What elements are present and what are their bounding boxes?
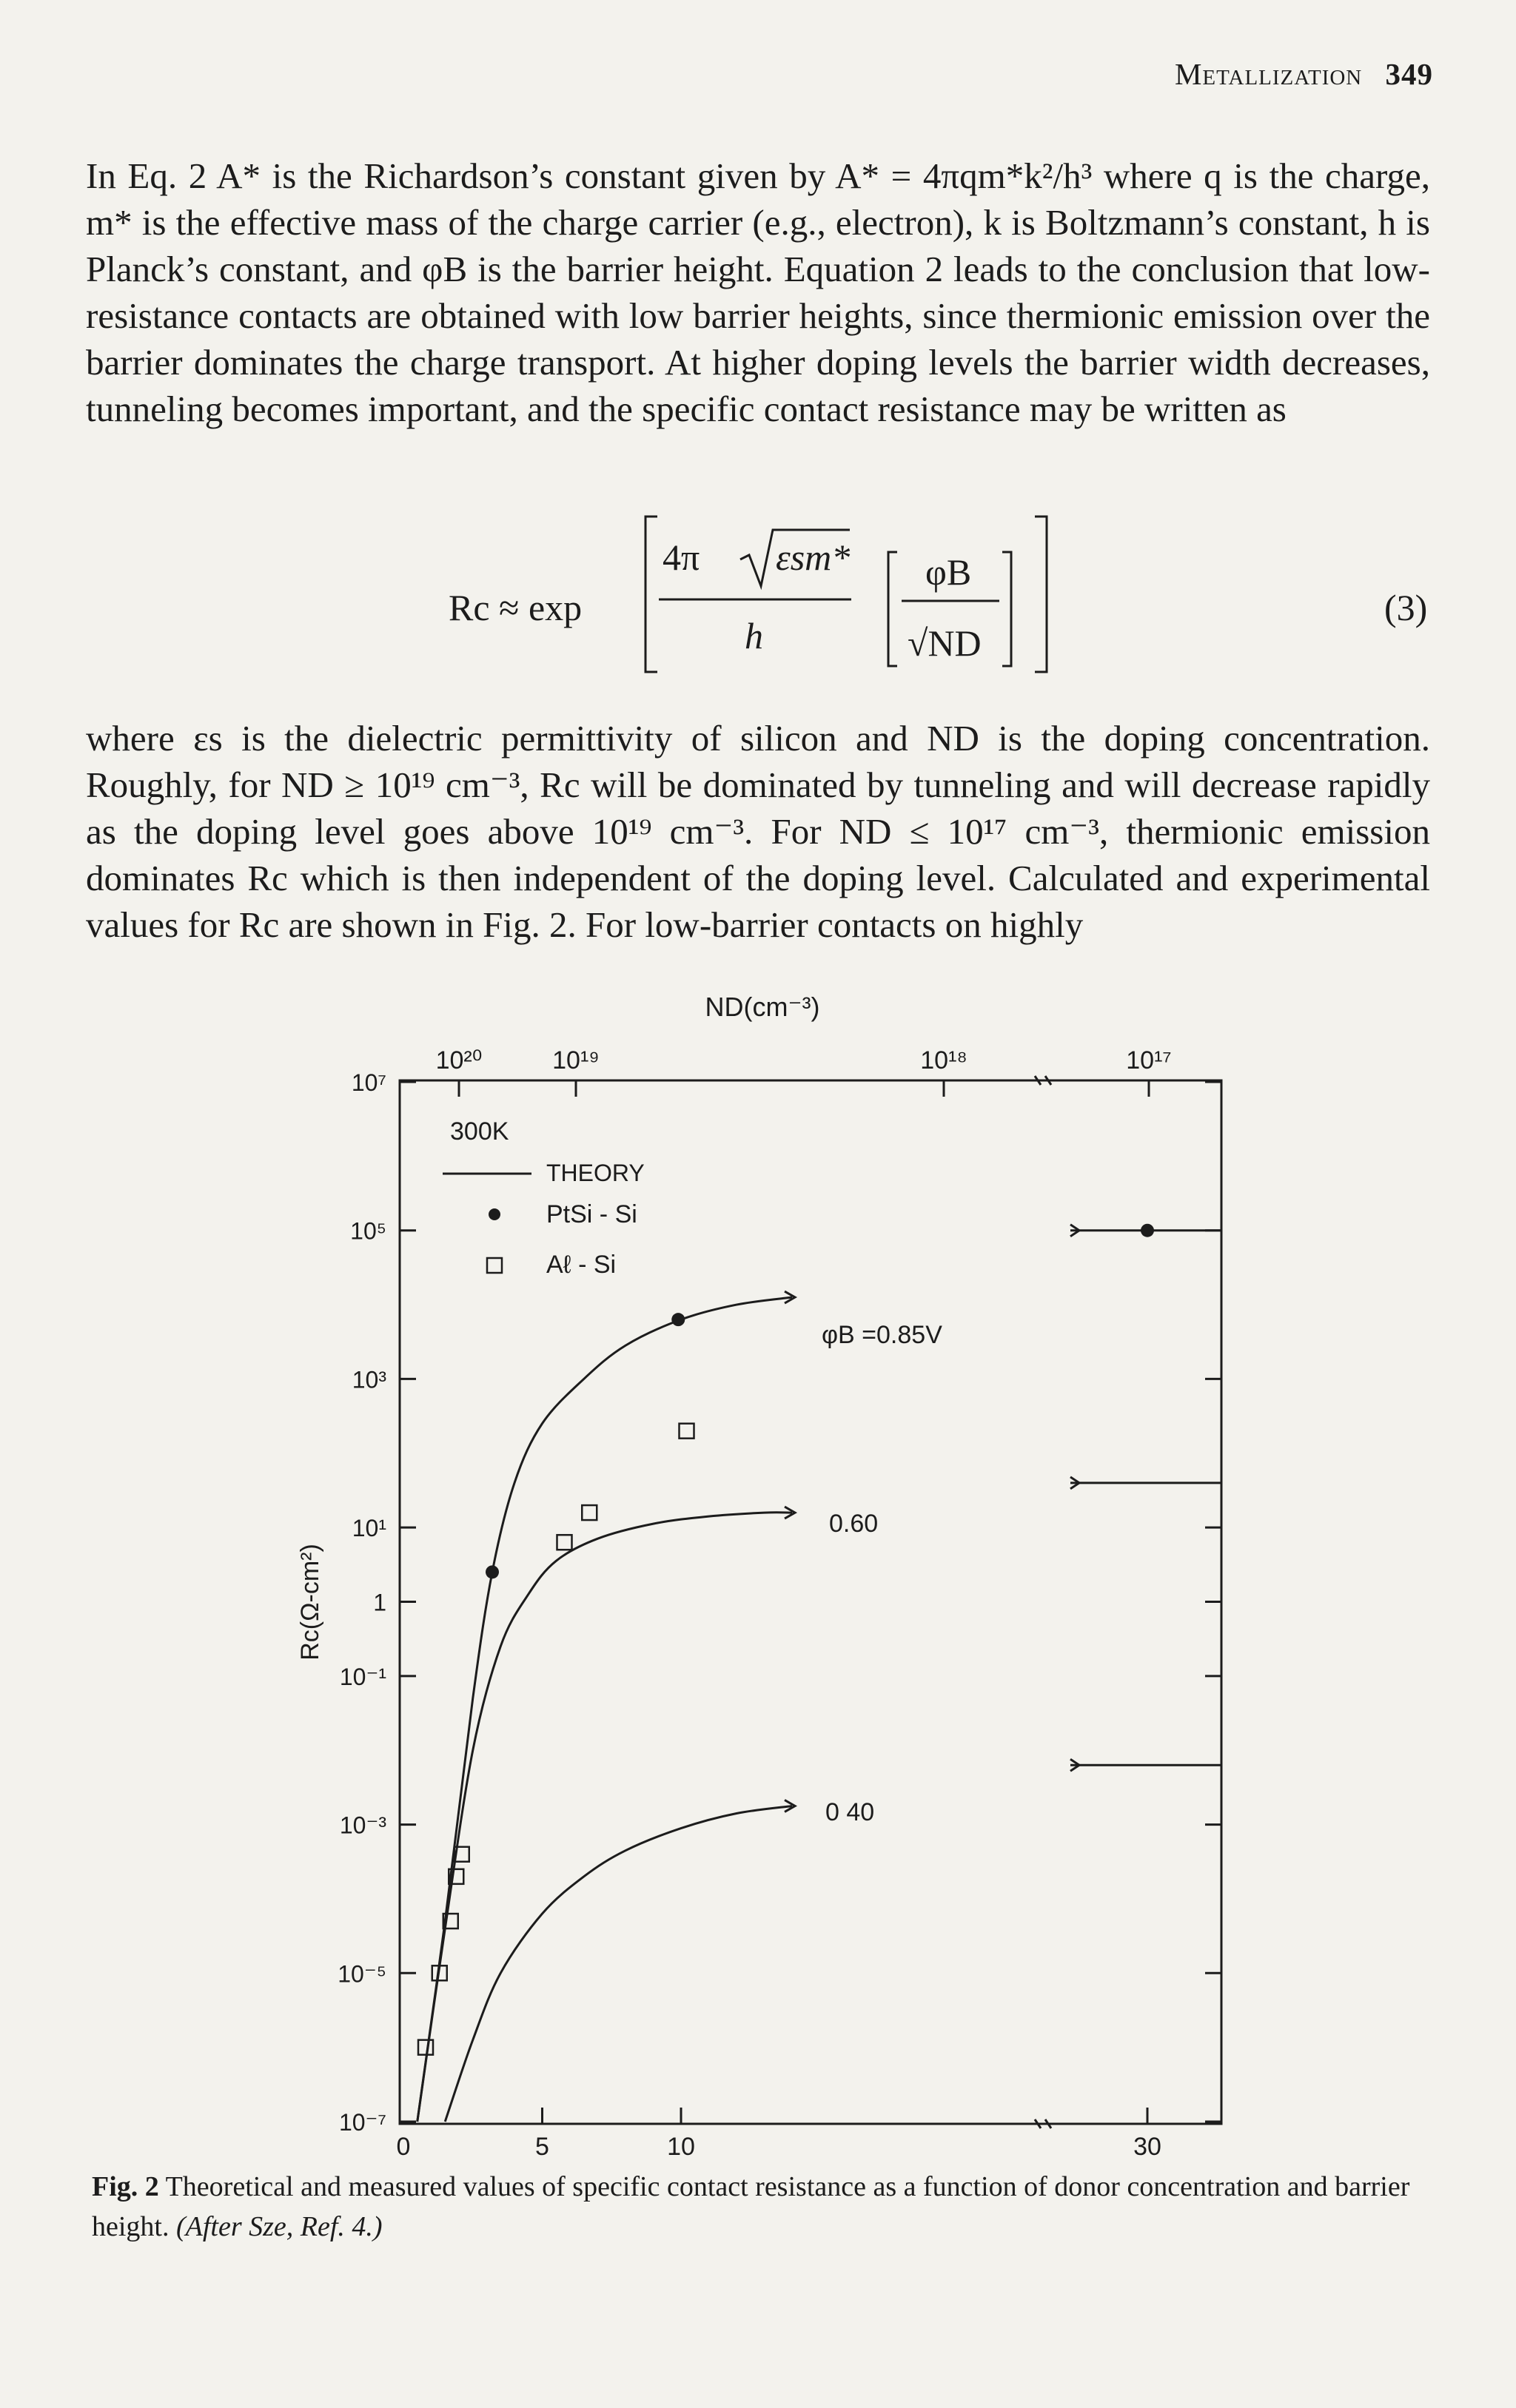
caption-label: Fig. 2	[92, 2171, 159, 2202]
y-tick-label: 10³	[352, 1366, 386, 1393]
legend	[443, 1117, 645, 1279]
ptsi-point	[1141, 1224, 1154, 1237]
top-tick-label: 10¹⁹	[552, 1046, 600, 1074]
outer-bracket-right	[1035, 517, 1047, 672]
eq-coeff: 4π	[663, 537, 700, 578]
theory-curve	[417, 1297, 792, 2122]
x-tick-label: 5	[535, 2133, 549, 2161]
caption-source: (After Sze, Ref. 4.)	[169, 2211, 383, 2242]
y-axis-label: Rc(Ω-cm²)	[296, 1544, 324, 1661]
y-tick-label: 10⁻³	[339, 1812, 386, 1839]
axis-labels	[296, 992, 1172, 2161]
ptsi-point	[486, 1565, 499, 1578]
curve-label: 0 40	[825, 1798, 875, 1826]
curve-label: 0.60	[829, 1510, 879, 1538]
theory-curve	[417, 1513, 792, 2122]
y-tick-label: 10⁻¹	[339, 1663, 386, 1690]
legend-theory-label: THEORY	[546, 1160, 645, 1186]
figure-caption	[92, 2167, 1439, 2247]
al-point	[582, 1505, 597, 1520]
ptsi-point	[671, 1313, 685, 1326]
top-axis-label: ND(cm⁻³)	[705, 992, 820, 1022]
page-number: 349	[1385, 57, 1433, 91]
top-tick-label: 10¹⁷	[1126, 1046, 1172, 1074]
y-tick-label: 10⁻⁵	[338, 1960, 386, 1988]
y-tick-label: 10¹	[352, 1515, 386, 1542]
legend-al-marker	[487, 1258, 502, 1273]
equation-body	[0, 511, 1516, 681]
eq-radicand: εsm*	[776, 537, 851, 578]
legend-temperature: 300K	[450, 1117, 509, 1146]
legend-al-label: Aℓ - Si	[546, 1251, 617, 1279]
al-point	[680, 1424, 694, 1439]
theory-curves	[417, 1291, 795, 2122]
al-point	[557, 1535, 572, 1550]
y-tick-label: 10⁵	[350, 1217, 386, 1245]
outer-bracket-left	[645, 517, 657, 672]
running-title: Metallization	[1174, 57, 1363, 91]
y-tick-label: 1	[373, 1589, 386, 1616]
legend-ptsi-marker	[489, 1208, 500, 1220]
y-tick-label: 10⁷	[351, 1069, 386, 1096]
equation-number: (3)	[1384, 587, 1428, 628]
y-tick-label: 10⁻⁷	[338, 2109, 386, 2136]
eq-denominator: h	[745, 615, 763, 656]
inner-bracket-left	[888, 552, 897, 666]
running-header	[1175, 56, 1433, 92]
curve-label: φB =0.85V	[822, 1321, 942, 1349]
equation-lhs: Rc ≈ exp	[449, 587, 583, 628]
paragraph-2: where εs is the dielectric permittivity of silicon and ND is the doping concentration. Roughly, for ND ≥ 10¹⁹ cm⁻³, Rc will be dominated by tunneling and will decrease rapidly as the doping level goes above 10¹⁹ cm⁻³. For ND ≤ 10¹⁷ cm⁻³, thermionic emission dominates Rc which is then independent of the doping level. Calculated and experimental values for Rc are shown in Fig. 2. For low-barrier contacts on highly	[86, 718, 1430, 945]
paragraph-1: In Eq. 2 A* is the Richardson’s constant given by A* = 4πqm*k²/h³ where q is the charge, m* is the effective mass of the charge carrier (e.g., electron), k is Boltzmann’s constant, h is Planck’s constant, and φB is the barrier height. Equation 2 leads to the conclusion that low-resistance contacts are obtained with low barrier heights, since thermionic emission over the barrier dominates the charge transport. At higher doping levels the barrier width decreases, tunneling becomes important, and the specific contact resistance may be written as	[86, 155, 1430, 429]
legend-ptsi-label: PtSi - Si	[546, 1200, 637, 1228]
x-tick-label: 30	[1133, 2133, 1161, 2161]
top-tick-label: 10²⁰	[435, 1046, 483, 1074]
eq-phi: φB	[925, 551, 972, 593]
caption-text: Theoretical and measured values of specific contact resistance as a function of donor concentration and barrier height.	[92, 2171, 1410, 2242]
x-tick-label: 10	[667, 2133, 695, 2161]
theory-curve	[445, 1806, 792, 2122]
chart	[0, 984, 1516, 2161]
equation-3	[0, 511, 1516, 681]
figure-2	[0, 984, 1516, 2165]
al-point	[418, 2040, 433, 2055]
top-tick-label: 10¹⁸	[920, 1046, 967, 1074]
inner-bracket-right	[1002, 552, 1011, 666]
x-tick-label: 0	[396, 2133, 411, 2161]
eq-root-nd: √ND	[908, 622, 982, 664]
saturation-lines	[1070, 1225, 1221, 1772]
